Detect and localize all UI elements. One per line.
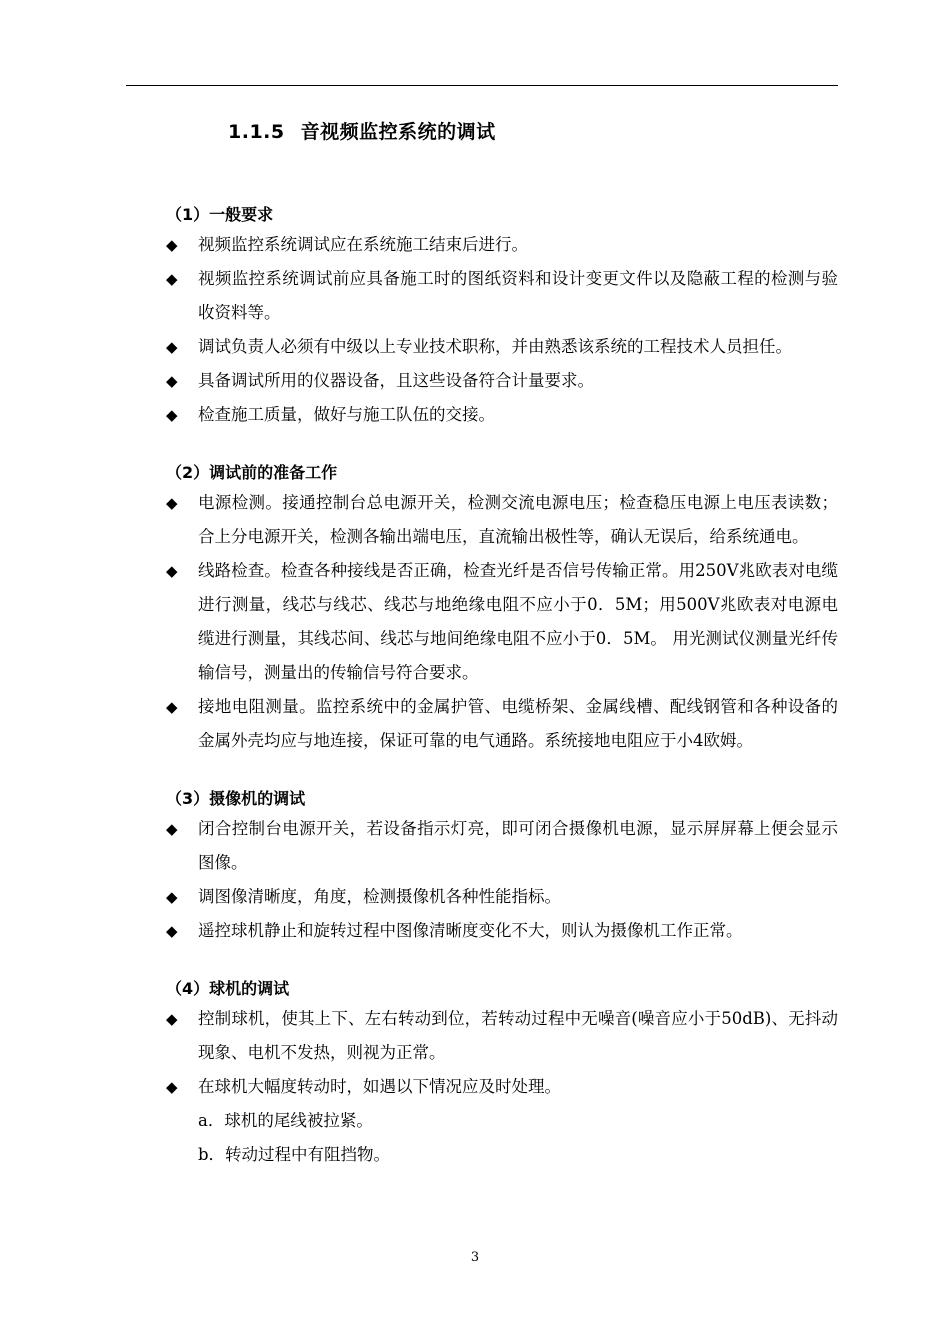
list-item: ◆ 调图像清晰度，角度，检测摄像机各种性能指标。: [166, 880, 838, 914]
section-heading: [228, 117, 496, 144]
sub-list-item: a．球机的尾线被拉紧。: [198, 1111, 373, 1130]
list-item: ◆ 检查施工质量，做好与施工队伍的交接。: [166, 398, 838, 432]
sub-list-item: b．转动过程中有阻挡物。: [198, 1145, 391, 1164]
diamond-bullet-icon: ◆: [166, 236, 178, 254]
diamond-bullet-icon: ◆: [166, 270, 178, 288]
list-item: ◆ 调试负责人必须有中级以上专业技术职称，并由熟悉该系统的工程技术人员担任。: [166, 330, 838, 364]
page-number: 3: [470, 1250, 480, 1265]
list-item: ◆ 闭合控制台电源开关，若设备指示灯亮，即可闭合摄像机电源，显示屏屏幕上便会显示图像。: [166, 812, 838, 880]
diamond-bullet-icon: ◆: [166, 562, 178, 580]
diamond-bullet-icon: ◆: [166, 494, 178, 512]
section-title-dome-camera: （4）球机的调试: [166, 979, 290, 998]
list-item: ◆ 视频监控系统调试应在系统施工结束后进行。: [166, 228, 838, 262]
document-body: [166, 202, 838, 1172]
section-title-general: （1）一般要求: [166, 205, 274, 224]
header-rule: [126, 85, 838, 86]
list-item: ◆ 在球机大幅度转动时，如遇以下情况应及时处理。: [166, 1070, 838, 1104]
list-item: ◆ 视频监控系统调试前应具备施工时的图纸资料和设计变更文件以及隐蔽工程的检测与验收资料等。: [166, 262, 838, 330]
list-item: ◆ 具备调试所用的仪器设备，且这些设备符合计量要求。: [166, 364, 838, 398]
diamond-bullet-icon: ◆: [166, 338, 178, 356]
list-item: ◆ 接地电阻测量。监控系统中的金属护管、电缆桥架、金属线槽、配线钢管和各种设备的金属外壳均应与地连接，保证可靠的电气通路。系统接地电阻应于小4欧姆。: [166, 690, 838, 758]
section-title-camera: （3）摄像机的调试: [166, 789, 306, 808]
diamond-bullet-icon: ◆: [166, 888, 178, 906]
section-title-preparation: （2）调试前的准备工作: [166, 463, 338, 482]
diamond-bullet-icon: ◆: [166, 1078, 178, 1096]
diamond-bullet-icon: ◆: [166, 372, 178, 390]
diamond-bullet-icon: ◆: [166, 1010, 178, 1028]
diamond-bullet-icon: ◆: [166, 820, 178, 838]
diamond-bullet-icon: ◆: [166, 406, 178, 424]
heading-title: 音视频监控系统的调试: [300, 121, 496, 143]
list-item: ◆ 遥控球机静止和旋转过程中图像清晰度变化不大，则认为摄像机工作正常。: [166, 914, 838, 948]
list-item: ◆ 控制球机，使其上下、左右转动到位，若转动过程中无噪音(噪音应小于50dB)、无抖动现象、电机不发热，则视为正常。: [166, 1002, 838, 1070]
diamond-bullet-icon: ◆: [166, 698, 178, 716]
diamond-bullet-icon: ◆: [166, 922, 178, 940]
heading-number: 1.1.5: [228, 121, 285, 143]
list-item: ◆ 线路检查。检查各种接线是否正确，检查光纤是否信号传输正常。用250V兆欧表对电缆进行测量，线芯与线芯、线芯与地绝缘电阻不应小于0．5M；用500V兆欧表对电源电缆进行测量，其线芯间、线芯与地间绝缘电阻不应小于0．5M。 用光测试仪测量光纤传输信号，测量出的传输信号符合要求。: [166, 554, 838, 690]
list-item: ◆ 电源检测。接通控制台总电源开关，检测交流电源电压；检查稳压电源上电压表读数；合上分电源开关，检测各输出端电压，直流输出极性等，确认无误后，给系统通电。: [166, 486, 838, 554]
